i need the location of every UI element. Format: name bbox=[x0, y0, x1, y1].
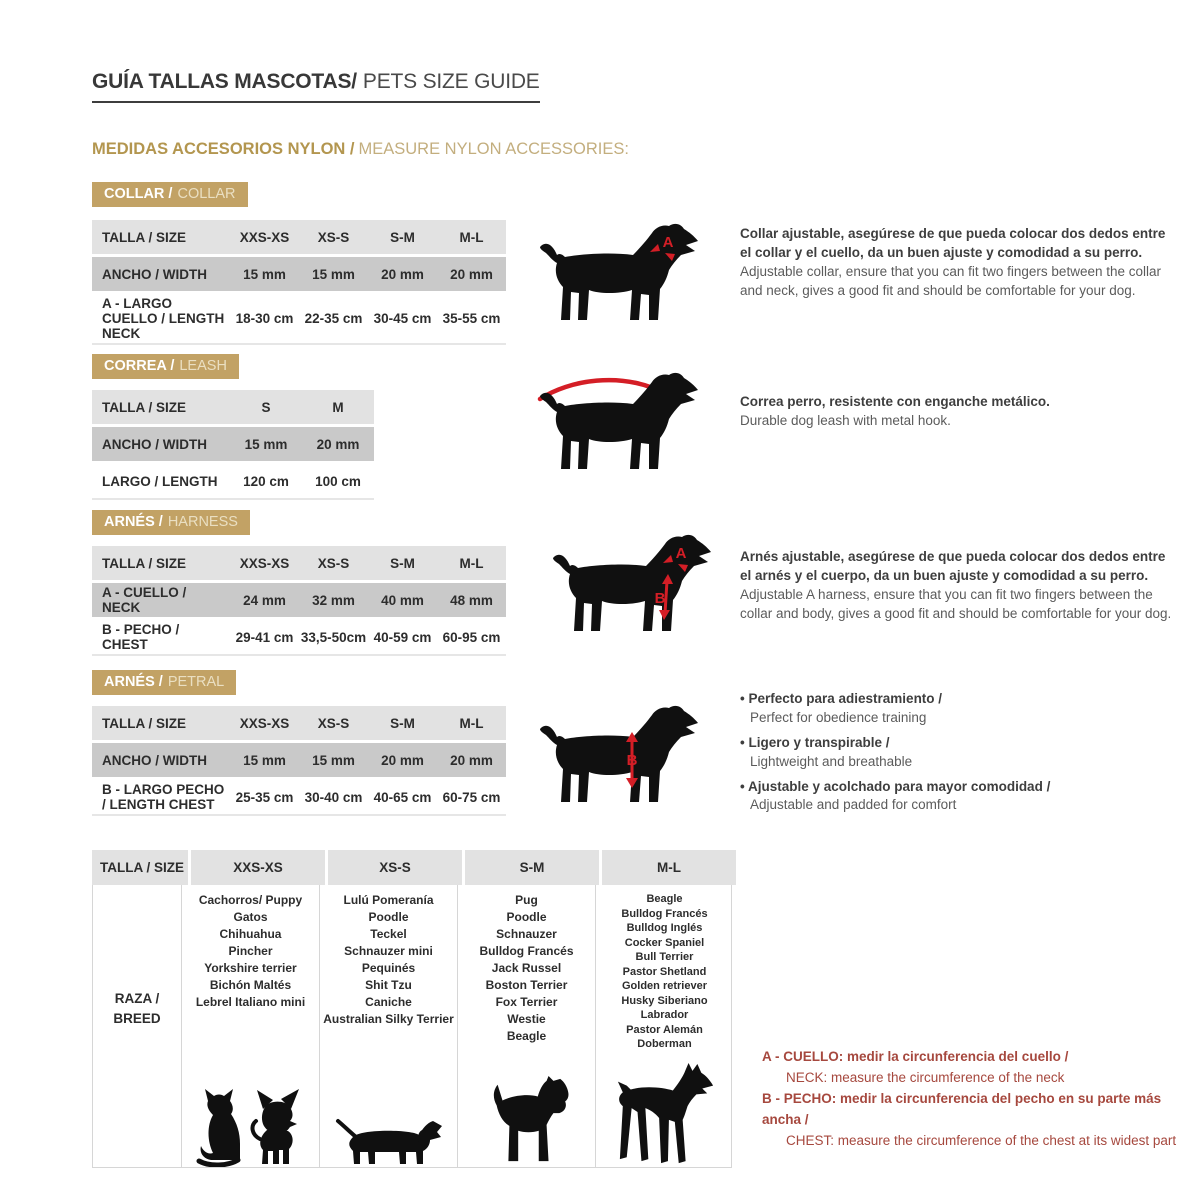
feature-en: Perfect for obedience training bbox=[750, 709, 927, 725]
breed-item: Westie bbox=[507, 1012, 546, 1026]
note-neck-en: NECK: measure the circumference of the neck bbox=[786, 1070, 1065, 1085]
table-cell: 15 mm bbox=[230, 257, 299, 291]
breed-column-s-m bbox=[458, 885, 596, 1167]
table-cell: 32 mm bbox=[299, 583, 368, 617]
leash-size-table bbox=[92, 390, 374, 500]
breed-item: Chihuahua bbox=[219, 927, 282, 941]
table-header-cell: TALLA / SIZE bbox=[92, 390, 230, 424]
note-neck-es: A - CUELLO: medir la circunferencia del cuello / bbox=[762, 1049, 1069, 1064]
table-cell: 30-40 cm bbox=[299, 780, 368, 814]
collar-size-table bbox=[92, 220, 506, 345]
feature-en: Adjustable and padded for comfort bbox=[750, 797, 957, 813]
collar-desc-es: Collar ajustable, asegúrese de que pueda colocar dos dedos entre el collar y el cuello, da un buen ajuste y comodidad a su perro. bbox=[740, 226, 1166, 261]
breed-item: Gatos bbox=[233, 910, 268, 924]
table-cell: 20 mm bbox=[437, 257, 506, 291]
collar-badge-es: COLLAR / bbox=[104, 186, 173, 202]
breed-item: Beagle bbox=[506, 1029, 547, 1043]
schnauzer-icon bbox=[484, 1075, 570, 1167]
breed-item: Caniche bbox=[365, 995, 412, 1009]
table-header-row bbox=[92, 220, 506, 254]
table-cell: 40 mm bbox=[368, 583, 437, 617]
dog-collar-icon bbox=[535, 220, 710, 323]
breed-item: Pequinés bbox=[361, 961, 416, 975]
breed-list bbox=[621, 892, 707, 1052]
table-row-label: B - PECHO / CHEST bbox=[92, 620, 230, 654]
breed-column-xs-s bbox=[320, 885, 458, 1167]
breed-header-cell: XS-S bbox=[328, 850, 462, 885]
table-cell: 100 cm bbox=[302, 464, 374, 498]
chest-measure-letter: B bbox=[626, 752, 638, 769]
table-header-cell: TALLA / SIZE bbox=[92, 220, 230, 254]
table-cell: 15 mm bbox=[299, 257, 368, 291]
table-header-cell: M-L bbox=[437, 220, 506, 254]
breed-item: Pincher bbox=[228, 944, 273, 958]
harness-section-badge bbox=[92, 510, 250, 535]
feature-en: Lightweight and breathable bbox=[750, 753, 913, 769]
breed-header-cell: TALLA / SIZE bbox=[92, 850, 188, 885]
page-title-es: GUÍA TALLAS MASCOTAS/ bbox=[92, 70, 357, 93]
measurement-notes bbox=[762, 1046, 1200, 1151]
table-row-label: ANCHO / WIDTH bbox=[92, 257, 230, 291]
breed-column-m-l bbox=[596, 885, 733, 1167]
table-cell: 40-59 cm bbox=[368, 620, 437, 654]
table-header-cell: XS-S bbox=[299, 546, 368, 580]
table-header-cell: XS-S bbox=[299, 706, 368, 740]
table-header-cell: TALLA / SIZE bbox=[92, 706, 230, 740]
breed-header-cell: S-M bbox=[465, 850, 599, 885]
table-cell: 120 cm bbox=[230, 464, 302, 498]
table-row-label: A - LARGO CUELLO / LENGTH NECK bbox=[92, 294, 230, 343]
table-cell: 20 mm bbox=[368, 743, 437, 777]
breed-item: Pug bbox=[515, 893, 538, 907]
table-header-cell: TALLA / SIZE bbox=[92, 546, 230, 580]
breed-table-body bbox=[92, 885, 732, 1168]
table-row bbox=[92, 257, 506, 291]
note-chest-en: CHEST: measure the circumference of the chest at its widest part bbox=[786, 1133, 1177, 1148]
table-cell: 22-35 cm bbox=[299, 294, 368, 343]
breed-item: Doberman bbox=[637, 1038, 692, 1050]
leash-desc-en: Durable dog leash with metal hook. bbox=[740, 413, 951, 429]
breed-header-cell: M-L bbox=[602, 850, 736, 885]
harness-description bbox=[740, 547, 1178, 624]
table-header-cell: XS-S bbox=[299, 220, 368, 254]
petral-section-badge bbox=[92, 670, 236, 695]
table-row-label: B - LARGO PECHO / LENGTH CHEST bbox=[92, 780, 230, 814]
breed-item: Schnauzer bbox=[496, 927, 557, 941]
breed-item: Shit Tzu bbox=[365, 978, 412, 992]
page-title-en: PETS SIZE GUIDE bbox=[362, 70, 540, 93]
chest-measure-letter: B bbox=[654, 590, 666, 607]
table-header-cell: XXS-XS bbox=[230, 220, 299, 254]
page-title bbox=[92, 70, 540, 103]
table-row-label: LARGO / LENGTH bbox=[92, 464, 230, 498]
table-cell: 35-55 cm bbox=[437, 294, 506, 343]
table-cell: 15 mm bbox=[230, 427, 302, 461]
breed-list bbox=[196, 892, 305, 1011]
table-header-cell: M-L bbox=[437, 706, 506, 740]
dog-petral-icon bbox=[535, 696, 710, 808]
collar-desc-en: Adjustable collar, ensure that you can fit two fingers between the collar and neck, gives a good fit and should be comfortable for your dog. bbox=[740, 264, 1161, 299]
feature-es: • Ajustable y acolchado para mayor comodidad / bbox=[740, 778, 1178, 797]
table-row bbox=[92, 464, 374, 498]
breed-item: Bulldog Inglés bbox=[626, 922, 703, 934]
neck-measure-letter: A bbox=[675, 545, 687, 562]
table-row bbox=[92, 583, 506, 617]
table-row bbox=[92, 620, 506, 654]
leash-badge-es: CORREA / bbox=[104, 358, 175, 374]
page-subtitle-en: MEASURE NYLON ACCESSORIES: bbox=[358, 140, 629, 158]
table-header-cell: S-M bbox=[368, 546, 437, 580]
petral-badge-en: PETRAL bbox=[167, 674, 225, 690]
breed-item: Beagle bbox=[646, 893, 683, 905]
breed-item: Lulú Pomeranía bbox=[343, 893, 434, 907]
table-cell: 15 mm bbox=[230, 743, 299, 777]
breed-item: Teckel bbox=[370, 927, 407, 941]
table-cell: 20 mm bbox=[302, 427, 374, 461]
table-cell: 25-35 cm bbox=[230, 780, 299, 814]
table-cell: 60-95 cm bbox=[437, 620, 506, 654]
table-cell: 40-65 cm bbox=[368, 780, 437, 814]
breed-item: Labrador bbox=[640, 1009, 689, 1021]
table-header-cell: S-M bbox=[368, 706, 437, 740]
collar-section-badge bbox=[92, 182, 248, 207]
leash-description bbox=[740, 392, 1178, 430]
table-header-cell: S bbox=[230, 390, 302, 424]
breed-item: Yorkshire terrier bbox=[204, 961, 297, 975]
breed-item: Cocker Spaniel bbox=[624, 936, 705, 949]
petral-feature bbox=[740, 690, 1178, 728]
table-row bbox=[92, 294, 506, 343]
petral-feature bbox=[740, 734, 1178, 772]
table-row-label: ANCHO / WIDTH bbox=[92, 427, 230, 461]
table-row bbox=[92, 780, 506, 814]
breed-figures bbox=[192, 1087, 310, 1167]
cat-icon bbox=[192, 1087, 244, 1167]
breed-item: Bulldog Francés bbox=[479, 944, 574, 958]
dog-leash-icon bbox=[535, 366, 710, 472]
breed-figures bbox=[484, 1075, 570, 1167]
table-header-cell: XXS-XS bbox=[230, 546, 299, 580]
breed-item: Lebrel Italiano mini bbox=[195, 995, 306, 1009]
table-row-label: ANCHO / WIDTH bbox=[92, 743, 230, 777]
breed-item: Pastor Shetland bbox=[622, 965, 707, 978]
breed-item: Poodle bbox=[506, 910, 547, 924]
breed-figures bbox=[335, 1111, 443, 1167]
page-subtitle-es: MEDIDAS ACCESORIOS NYLON / bbox=[92, 140, 355, 158]
breed-item: Poodle bbox=[368, 910, 409, 924]
table-cell: 18-30 cm bbox=[230, 294, 299, 343]
harness-desc-es: Arnés ajustable, asegúrese de que pueda colocar dos dedos entre el arnés y el cuerpo, da un buen ajuste y comodidad a su perro. bbox=[740, 549, 1166, 584]
table-cell: 33,5-50cm bbox=[299, 620, 368, 654]
breed-item: Pastor Alemán bbox=[626, 1023, 703, 1036]
petral-feature bbox=[740, 778, 1178, 816]
breed-row-label-line2: BREED bbox=[113, 1011, 161, 1026]
table-cell: 15 mm bbox=[299, 743, 368, 777]
petral-size-table bbox=[92, 706, 506, 816]
petral-badge-es: ARNÉS / bbox=[104, 674, 163, 690]
breed-row-label-line1: RAZA / bbox=[114, 991, 160, 1006]
table-header-row bbox=[92, 390, 374, 424]
table-header-cell: M-L bbox=[437, 546, 506, 580]
breed-header-cell: XXS-XS bbox=[191, 850, 325, 885]
collar-description bbox=[740, 224, 1178, 301]
table-row bbox=[92, 743, 506, 777]
breed-list bbox=[323, 892, 454, 1028]
harness-desc-en: Adjustable A harness, ensure that you can fit two fingers between the collar and body, gives a good fit and should be comfortable for your dog. bbox=[740, 587, 1172, 622]
table-cell: 24 mm bbox=[230, 583, 299, 617]
harness-badge-es: ARNÉS / bbox=[104, 514, 163, 530]
table-cell: 20 mm bbox=[368, 257, 437, 291]
breed-item: Bichón Maltés bbox=[209, 978, 292, 992]
breed-item: Fox Terrier bbox=[495, 995, 558, 1009]
breed-item: Husky Siberiano bbox=[621, 994, 708, 1007]
doberman-icon bbox=[615, 1063, 715, 1167]
chihuahua-icon bbox=[248, 1087, 310, 1167]
breed-item: Boston Terrier bbox=[485, 978, 568, 992]
page-subtitle bbox=[92, 140, 629, 159]
harness-badge-en: HARNESS bbox=[167, 514, 238, 530]
breed-item: Jack Russel bbox=[491, 961, 562, 975]
breed-table-header bbox=[92, 850, 732, 885]
dog-harness-icon bbox=[548, 527, 723, 637]
table-header-cell: S-M bbox=[368, 220, 437, 254]
dachshund-icon bbox=[335, 1111, 443, 1167]
table-header-cell: XXS-XS bbox=[230, 706, 299, 740]
breed-size-table bbox=[92, 850, 732, 1168]
table-cell: 20 mm bbox=[437, 743, 506, 777]
leash-desc-es: Correa perro, resistente con enganche metálico. bbox=[740, 394, 1050, 409]
table-header-row bbox=[92, 706, 506, 740]
breed-item: Schnauzer mini bbox=[344, 944, 433, 958]
leash-badge-en: LEASH bbox=[179, 358, 227, 374]
collar-badge-en: COLLAR bbox=[177, 186, 236, 202]
leash-section-badge bbox=[92, 354, 239, 379]
petral-features bbox=[740, 690, 1178, 821]
breed-item: Cachorros/ Puppy bbox=[198, 893, 303, 907]
breed-item: Golden retriever bbox=[622, 980, 707, 992]
feature-es: • Perfecto para adiestramiento / bbox=[740, 690, 1178, 709]
table-cell: 29-41 cm bbox=[230, 620, 299, 654]
table-cell: 60-75 cm bbox=[437, 780, 506, 814]
table-row bbox=[92, 427, 374, 461]
harness-size-table bbox=[92, 546, 506, 656]
feature-es: • Ligero y transpirable / bbox=[740, 734, 1178, 753]
table-cell: 30-45 cm bbox=[368, 294, 437, 343]
table-cell: 48 mm bbox=[437, 583, 506, 617]
breed-item: Bulldog Francés bbox=[621, 907, 708, 920]
breed-item: Australian Silky Terrier bbox=[323, 1012, 454, 1026]
note-chest-es: B - PECHO: medir la circunferencia del pecho en su parte más ancha / bbox=[762, 1091, 1162, 1127]
neck-measure-letter: A bbox=[662, 234, 674, 251]
breed-column-xxs-xs bbox=[182, 885, 320, 1167]
table-header-row bbox=[92, 546, 506, 580]
table-row-label: A - CUELLO / NECK bbox=[92, 583, 230, 617]
breed-figures bbox=[615, 1063, 715, 1167]
breed-row-label bbox=[93, 885, 182, 1167]
breed-list bbox=[479, 892, 573, 1045]
table-header-cell: M bbox=[302, 390, 374, 424]
breed-item: Bull Terrier bbox=[635, 951, 694, 963]
